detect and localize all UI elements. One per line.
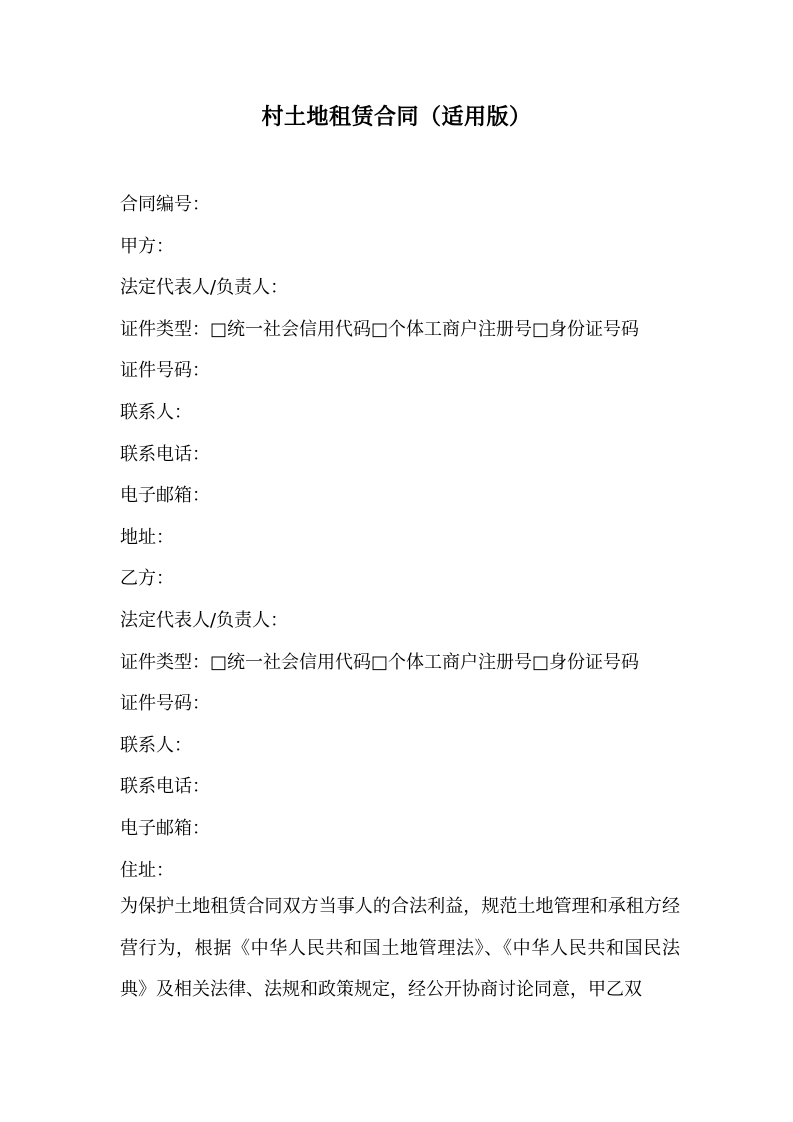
field-party-b-residence: 住址：: [120, 859, 174, 881]
document-title: 村土地租赁合同（适用版）: [261, 105, 532, 130]
field-party-b-legal-rep: 法定代表人/负责人：: [120, 609, 289, 631]
field-party-a-phone: 联系电话：: [120, 443, 210, 465]
field-party-b-id-type: 证件类型：□统一社会信用代码□个体工商户注册号□身份证号码: [120, 651, 640, 673]
field-party-b-contact: 联系人：: [120, 734, 192, 756]
field-party-a-address: 地址：: [120, 526, 174, 548]
field-party-b: 乙方：: [120, 568, 174, 590]
field-party-b-phone: 联系电话：: [120, 776, 210, 798]
field-party-a-email: 电子邮箱：: [120, 485, 210, 507]
field-contract-number: 合同编号：: [120, 194, 210, 215]
field-party-a-legal-rep: 法定代表人/负责人：: [120, 277, 289, 299]
field-party-a-contact: 联系人：: [120, 401, 192, 423]
field-party-a: 甲方：: [120, 235, 174, 257]
field-party-b-id-number: 证件号码：: [120, 693, 210, 715]
preamble-paragraph: 为保护土地租赁合同双方当事人的合法利益，规范土地管理和承租方经营行为，根据《中华人民共和国土地管理法》、《中华人民共和国民法典》及相关法律、法规和政策规定，经公开协商讨论同意，甲乙双: [120, 896, 680, 1001]
field-party-b-email: 电子邮箱：: [120, 817, 210, 839]
field-party-a-id-type: 证件类型：□统一社会信用代码□个体工商户注册号□身份证号码: [120, 318, 640, 340]
party-fields-list: [120, 184, 680, 891]
field-party-a-id-number: 证件号码：: [120, 360, 210, 382]
